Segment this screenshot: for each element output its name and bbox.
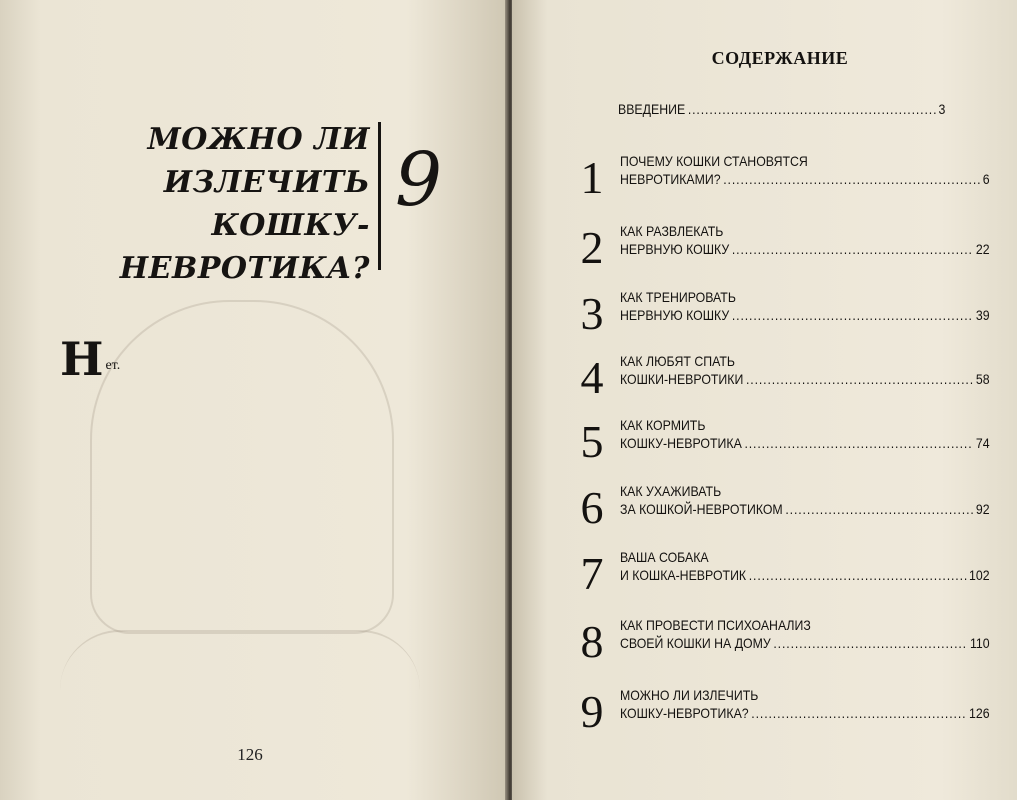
dot-leader [732,306,973,324]
toc-intro-entry[interactable] [618,101,945,117]
dot-leader [773,634,967,652]
dot-leader [749,566,967,584]
toc-entry-title: КАК ЛЮБЯТ СПАТЬ [620,353,735,369]
toc-entry-2[interactable] [572,220,992,280]
toc-chapter-number: 6 [580,482,604,533]
title-divider [378,122,381,270]
chapter-title [115,118,370,290]
toc-chapter-number: 4 [580,352,604,403]
toc-page-number: 6 [982,171,990,187]
toc-page-number: 102 [969,567,990,583]
show-through-collar [60,630,420,722]
toc-page-number: 110 [969,635,990,651]
dot-leader [732,240,973,258]
toc-entry-8[interactable] [572,614,992,674]
dot-leader [751,704,966,722]
chapter-number: 9 [395,137,443,223]
toc-heading: СОДЕРЖАНИЕ [711,48,849,68]
toc-entry-3[interactable] [572,286,992,346]
toc-entry-title: КАК ТРЕНИРОВАТЬ [620,289,736,305]
toc-page-number: 22 [975,241,990,257]
toc-entry-title: НЕВРОТИКАМИ? [620,171,721,187]
toc-entry-title: КАК ПРОВЕСТИ ПСИХОАНАЛИЗ [620,617,811,633]
dot-leader [746,370,973,388]
toc-entry-9[interactable] [572,684,992,744]
toc-entry-title: КАК УХАЖИВАТЬ [620,483,722,499]
toc-entry-title: МОЖНО ЛИ ИЗЛЕЧИТЬ [620,687,759,703]
toc-entry-title: ЗА КОШКОЙ-НЕВРОТИКОМ [620,501,783,517]
toc-page-number: 58 [975,371,990,387]
toc-entry-1[interactable] [572,150,992,210]
toc-entry-4[interactable] [572,350,992,410]
toc-chapter-number: 2 [580,222,604,273]
toc-entry-title: КОШКИ-НЕВРОТИКИ [620,371,744,387]
toc-entry-title: КАК РАЗВЛЕКАТЬ [620,223,724,239]
dot-leader [723,170,980,188]
toc-page-number: 126 [969,705,990,721]
toc-entry-title: И КОШКА-НЕВРОТИК [620,567,747,583]
toc-page-number: 3 [938,101,946,117]
left-page [0,0,508,800]
toc-chapter-number: 1 [580,152,604,203]
toc-chapter-number: 9 [580,686,604,737]
toc-entry-title: ВАША СОБАКА [620,549,709,565]
answer-text [60,334,120,384]
toc-entry-7[interactable] [572,546,992,606]
toc-entry-title: КОШКУ-НЕВРОТИКА? [620,705,749,721]
toc-chapter-number: 3 [580,288,604,339]
title-line: КОШКУ- [211,208,370,243]
toc-entry-title: НЕРВНУЮ КОШКУ [620,307,730,323]
toc-page-number: 39 [975,307,990,323]
title-line: НЕВРОТИКА? [119,251,370,286]
toc-entry-title: КАК КОРМИТЬ [620,417,706,433]
title-line: ИЗЛЕЧИТЬ [163,165,370,200]
page-number: 126 [237,745,263,764]
toc-entry-title: ПОЧЕМУ КОШКИ СТАНОВЯТСЯ [620,153,808,169]
drop-cap: Н [60,332,104,386]
dot-leader [785,500,973,518]
toc-chapter-number: 8 [580,616,604,667]
toc-page-number: 74 [975,435,990,451]
toc-chapter-number: 7 [580,548,604,599]
toc-entry-6[interactable] [572,480,992,540]
dot-leader [688,101,936,117]
show-through-illustration [90,300,394,634]
toc-entry-title: СВОЕЙ КОШКИ НА ДОМУ [620,635,771,651]
toc-intro-title: ВВЕДЕНИЕ [618,101,686,117]
title-line: МОЖНО ЛИ [147,122,370,157]
toc-chapter-number: 5 [580,416,604,467]
answer-rest: ет. [105,358,121,373]
toc-entry-title: НЕРВНУЮ КОШКУ [620,241,730,257]
toc-entry-5[interactable] [572,414,992,474]
toc-entry-title: КОШКУ-НЕВРОТИКА [620,435,742,451]
dot-leader [744,434,973,452]
toc-page-number: 92 [975,501,990,517]
